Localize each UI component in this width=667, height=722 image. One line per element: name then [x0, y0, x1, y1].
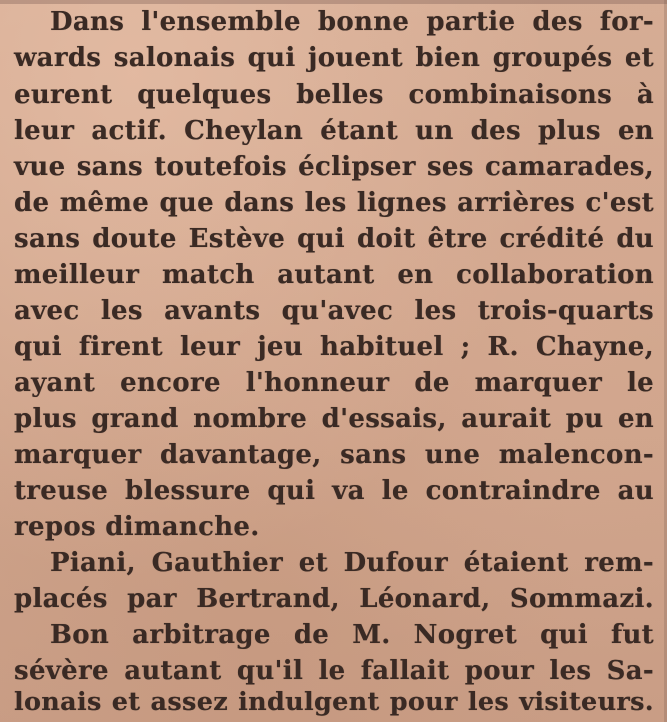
text-line-17: placés par Bertrand, Léonard, Sommazi. [14, 584, 654, 614]
text-line-8: meilleur match autant en collaboration [14, 260, 654, 290]
text-line-2: wards salonais qui jouent bien groupés et [14, 43, 654, 73]
text-line-1: Dans l'ensemble bonne partie des for- [50, 7, 654, 37]
clipping-top-edge [0, 0, 667, 4]
text-line-4: leur actif. Cheylan étant un des plus en [14, 116, 654, 146]
text-line-6: de même que dans les lignes arrières c'est [14, 188, 654, 218]
text-line-9: avec les avants qu'avec les trois-quarts [14, 296, 654, 326]
text-line-11: ayant encore l'honneur de marquer le [14, 368, 654, 398]
text-line-5: vue sans toutefois éclipser ses camarades, [14, 152, 654, 182]
text-line-13: marquer davantage, sans une malencon- [14, 440, 654, 470]
text-line-18: Bon arbitrage de M. Nogret qui fut [50, 620, 654, 650]
text-line-14: treuse blessure qui va le contraindre au [14, 476, 654, 506]
text-line-20: lonais et assez indulgent pour les visiteurs. [14, 687, 654, 717]
text-line-19: sévère autant qu'il le fallait pour les Sa- [14, 656, 654, 686]
text-line-10: qui firent leur jeu habituel ; R. Chayne, [14, 332, 654, 362]
text-line-7: sans doute Estève qui doit être crédité du [14, 224, 654, 254]
text-line-3: eurent quelques belles combinaisons à [14, 80, 654, 110]
text-line-16: Piani, Gauthier et Dufour étaient rem- [50, 548, 654, 578]
text-line-12: plus grand nombre d'essais, aurait pu en [14, 404, 654, 434]
text-line-15: repos dimanche. [14, 512, 260, 542]
